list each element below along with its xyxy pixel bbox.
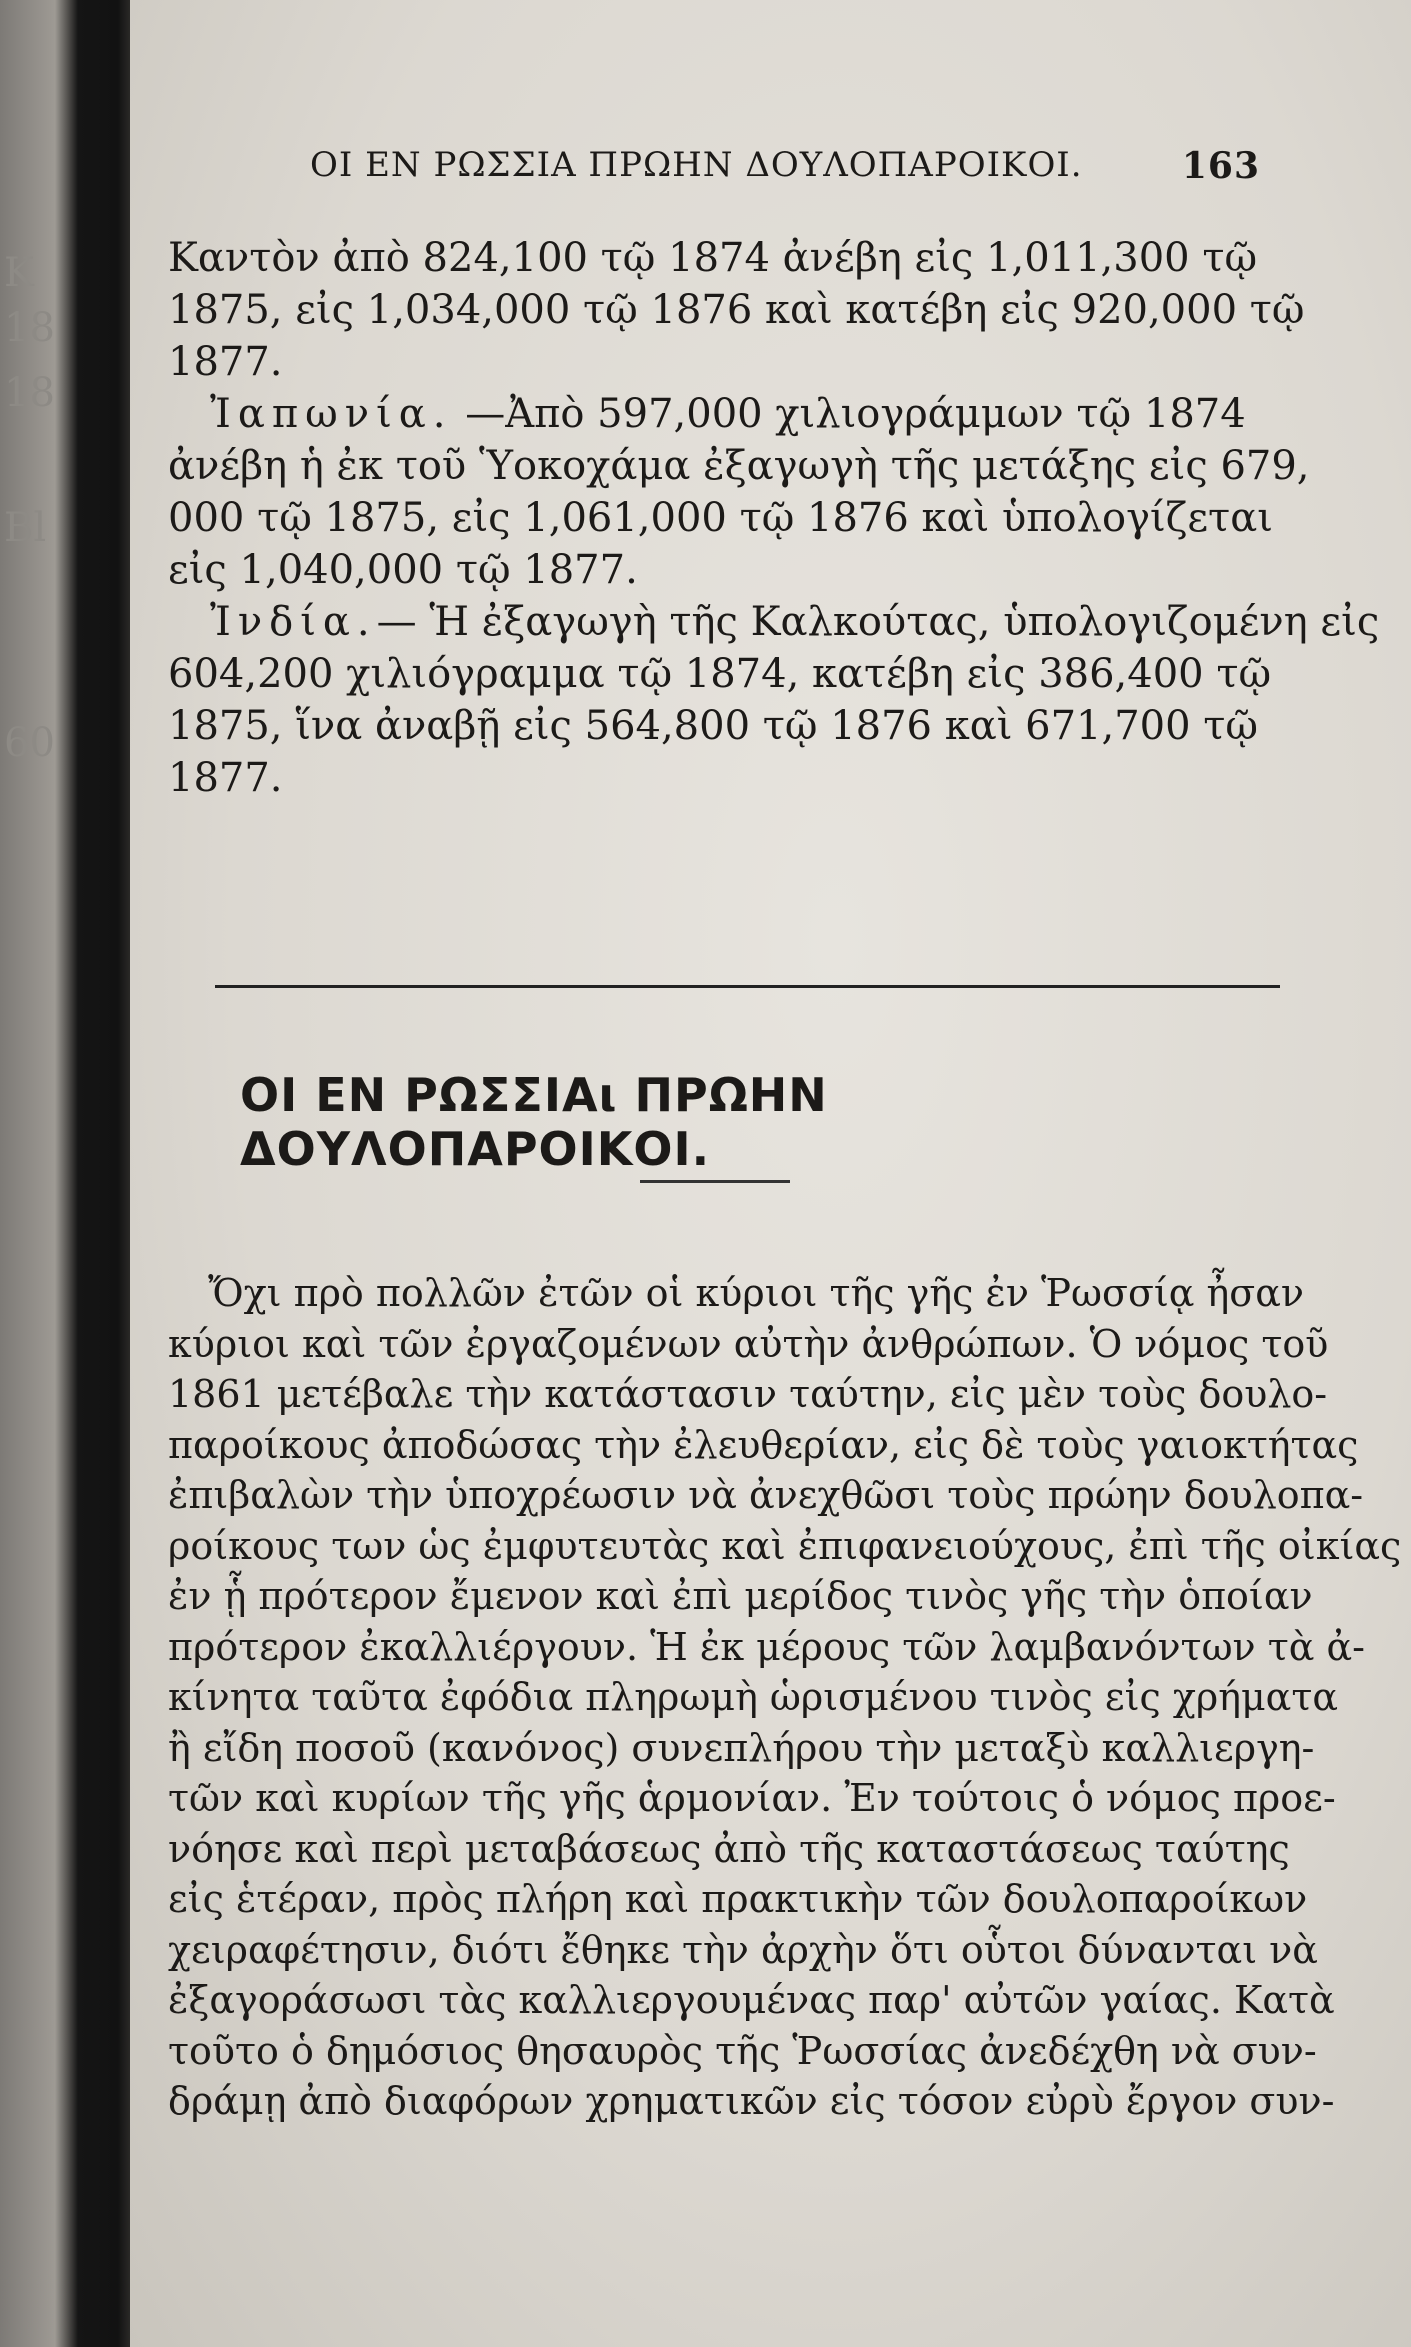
margin-mark: 18	[4, 305, 55, 351]
text-line-rest: — Ἡ ἐξαγωγὴ τῆς Καλκούτας, ὑπολογιζομένη εἰς	[376, 599, 1380, 645]
text-line: 604,200 χιλιόγραμμα τῷ 1874, κατέβη εἰς 386,400 τῷ	[168, 651, 1272, 697]
text-line: 1861 μετέβαλε τὴν κατάστασιν ταύτην, εἰς μὲν τοὺς δουλο-	[168, 1372, 1328, 1416]
silk-export-paragraphs	[168, 232, 1380, 804]
title-underline	[640, 1180, 790, 1183]
running-head	[180, 145, 1260, 195]
text-line: κύριοι καὶ τῶν ἐργαζομένων αὐτὴν ἀνθρώπων. Ὁ νόμος τοῦ	[168, 1321, 1329, 1366]
text-line: ἐν ᾗ πρότερον ἔμενον καὶ ἐπὶ μερίδος τινὸς γῆς τὴν ὁποίαν	[168, 1574, 1313, 1618]
spaced-word-japan: Ἰαπωνία.	[210, 391, 453, 437]
text-line: Ὄχι πρὸ πολλῶν ἐτῶν οἱ κύριοι τῆς γῆς ἐν Ῥωσσίᾳ ἦσαν	[208, 1271, 1305, 1315]
text-line: ἐξαγοράσωσι τὰς καλλιεργουμένας παρ' αὐτῶν γαίας. Κατὰ	[168, 1978, 1335, 2022]
text-line: εἰς 1,040,000 τῷ 1877.	[168, 547, 638, 593]
running-head-title: ΟΙ ΕΝ ΡΩΣΣΙΑ ΠΡΩΗΝ ΔΟΥΛΟΠΑΡΟΙΚΟΙ.	[310, 145, 1083, 185]
serfs-article-body	[168, 1268, 1402, 2127]
book-spine	[0, 0, 130, 2347]
text-line: 1877.	[168, 339, 283, 385]
text-line: νόησε καὶ περὶ μεταβάσεως ἀπὸ τῆς καταστάσεως ταύτης	[168, 1826, 1290, 1871]
text-line: Καντὸν ἀπὸ 824,100 τῷ 1874 ἀνέβη εἰς 1,011,300 τῷ	[168, 235, 1258, 281]
text-line: 1877.	[168, 755, 283, 801]
text-line-rest: —Ἀπὸ 597,000 χιλιογράμμων τῷ 1874	[465, 391, 1246, 437]
page-number: 163	[1181, 145, 1260, 187]
section-title: ΟΙ ΕΝ ΡΩΣΣΙΑι ΠΡΩΗΝ ΔΟΥΛΟΠΑΡΟΙΚΟΙ.	[240, 1068, 828, 1176]
text-line: εἰς ἑτέραν, πρὸς πλήρη καὶ πρακτικὴν τῶν δουλοπαροίκων	[168, 1877, 1308, 1921]
text-line: πρότερον ἐκαλλιέργουν. Ἡ ἐκ μέρους τῶν λαμβανόντων τὰ ἀ-	[168, 1624, 1365, 1669]
margin-mark: K	[4, 250, 34, 296]
text-line: ἢ εἴδη ποσοῦ (κανόνος) συνεπλήρου τὴν μεταξὺ καλλιεργη-	[168, 1725, 1315, 1770]
text-line	[168, 388, 1278, 440]
text-line: δράμῃ ἀπὸ διαφόρων χρηματικῶν εἰς τόσον εὐρὺ ἔργον συν-	[168, 2079, 1335, 2123]
margin-mark: Bl	[4, 505, 47, 551]
text-line: παροίκους ἀποδώσας τὴν ἐλευθερίαν, εἰς δὲ τοὺς γαιοκτήτας	[168, 1422, 1359, 1467]
text-line: κίνητα ταῦτα ἐφόδια πληρωμὴ ὡρισμένου τινὸς εἰς χρήματα	[168, 1675, 1339, 1719]
text-line: τοῦτο ὁ δημόσιος θησαυρὸς τῆς Ῥωσσίας ἀνεδέχθη νὰ συν-	[168, 2028, 1317, 2073]
text-line	[168, 596, 1380, 648]
text-line: ροίκους των ὡς ἐμφυτευτὰς καὶ ἐπιφανειούχους, ἐπὶ τῆς οἰκίας	[168, 1523, 1402, 1568]
text-line: 1875, εἰς 1,034,000 τῷ 1876 καὶ κατέβη εἰς 920,000 τῷ	[168, 287, 1305, 333]
text-line: ἀνέβη ἡ ἐκ τοῦ Ὑοκοχάμα ἐξαγωγὴ τῆς μετάξης εἰς 679,	[168, 443, 1310, 489]
section-divider	[215, 985, 1280, 988]
spaced-word-india: Ἰνδία.	[210, 599, 377, 645]
margin-mark: 60	[4, 720, 55, 766]
text-line: 000 τῷ 1875, εἰς 1,061,000 τῷ 1876 καὶ ὑπολογίζεται	[168, 495, 1273, 541]
text-line: 1875, ἵνα ἀναβῇ εἰς 564,800 τῷ 1876 καὶ 671,700 τῷ	[168, 703, 1258, 749]
text-line: ἐπιβαλὼν τὴν ὑποχρέωσιν νὰ ἀνεχθῶσι τοὺς πρώην δουλοπα-	[168, 1473, 1364, 1517]
margin-mark: 18	[4, 370, 55, 416]
text-line: χειραφέτησιν, διότι ἔθηκε τὴν ἀρχὴν ὅτι οὗτοι δύνανται νὰ	[168, 1927, 1318, 1972]
text-line: τῶν καὶ κυρίων τῆς γῆς ἁρμονίαν. Ἐν τούτοις ὁ νόμος προε-	[168, 1776, 1336, 1820]
